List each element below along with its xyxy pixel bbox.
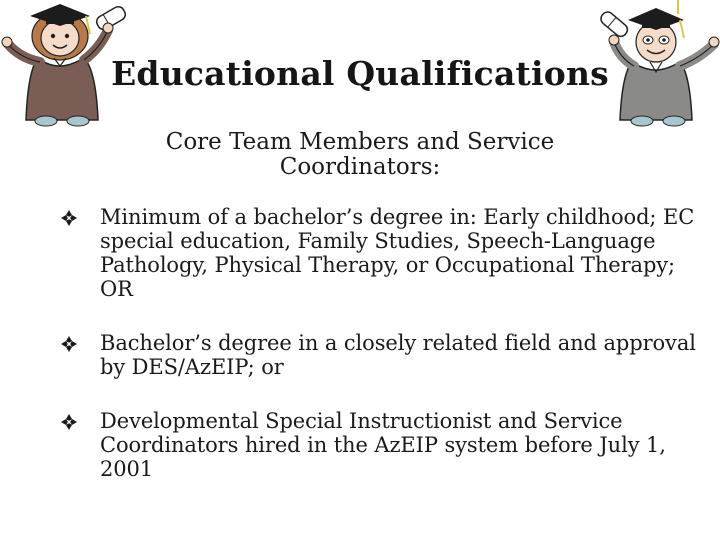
diamond-bullet-icon	[60, 413, 78, 431]
diamond-bullet-icon	[60, 209, 78, 227]
bullet-item	[60, 331, 700, 379]
diamond-bullet-icon	[60, 335, 78, 353]
bullet-text: Bachelor’s degree in a closely related field and approval by DES/AzEIP; or	[100, 331, 696, 379]
bullet-text: Minimum of a bachelor’s degree in: Early childhood; EC special education, Family Studies, Speech-Language Pathology, Physical Therapy, or Occupational Therapy; OR	[100, 205, 695, 301]
bullet-item	[60, 205, 700, 301]
slide-subtitle: Core Team Members and Service Coordinators:	[165, 129, 555, 180]
bullet-item	[60, 409, 700, 481]
bullet-list	[60, 205, 700, 481]
slide-title: Educational Qualifications	[111, 54, 609, 93]
bullet-text: Developmental Special Instructionist and Service Coordinators hired in the AzEIP system before July 1, 2001	[100, 409, 666, 481]
